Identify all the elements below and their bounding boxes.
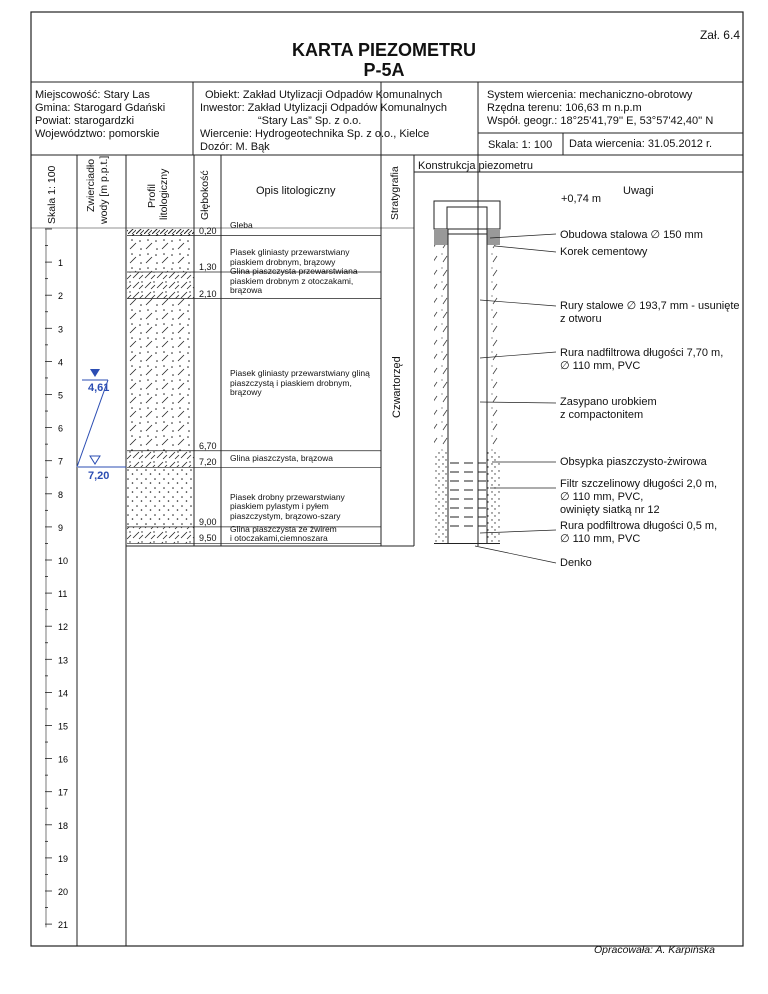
- construction-remark-line: Filtr szczelinowy długości 2,0 m,: [560, 478, 718, 490]
- depth-tick-label: 12: [58, 622, 69, 633]
- stratigraphy-column-header: Stratygrafia: [389, 166, 401, 220]
- page-title: KARTA PIEZOMETRU: [292, 40, 476, 60]
- drilling-system: System wiercenia: mechaniczno-obrotowy: [487, 89, 693, 101]
- depth-tick-label: 4: [58, 357, 64, 368]
- layer-description-line: piaskiem pylastym i pyłem: [230, 501, 329, 512]
- construction-remark-line: Rura nadfiltrowa długości 7,70 m,: [560, 347, 724, 359]
- layer-description-line: piaskiem drobnym z otoczakami,: [230, 275, 354, 286]
- construction-remark-line: Obudowa stalowa ∅ 150 mm: [560, 229, 703, 241]
- location-voivodeship: Województwo: pomorskie: [35, 128, 160, 140]
- depth-tick-label: 11: [58, 589, 68, 600]
- layer-description-line: Piasek gliniasty przewarstwiany: [230, 247, 350, 258]
- construction-remark-line: owinięty siatką nr 12: [560, 504, 660, 516]
- layer-depth-label: 7,20: [199, 457, 217, 468]
- profile-column-header-1: Profil: [146, 184, 158, 208]
- object-name: Obiekt: Zakład Utylizacji Odpadów Komunalnych: [205, 89, 443, 101]
- drilling-company: Wiercenie: Hydrogeotechnika Sp. z o.o., Kielce: [200, 128, 430, 140]
- layer-description-line: piaszczystym, brązowo-szary: [230, 510, 341, 521]
- drilling-date: Data wiercenia: 31.05.2012 r.: [569, 138, 713, 150]
- layer-depth-label: 0,20: [199, 225, 217, 236]
- layer-description-line: Piasek gliniasty przewarstwiany gliną: [230, 368, 370, 379]
- depth-tick-label: 7: [58, 456, 64, 467]
- layer-description-line: brązowa: [230, 285, 263, 296]
- layer-depth-label: 9,50: [199, 533, 217, 544]
- profile-column-header-2: litologiczny: [158, 168, 170, 220]
- construction-remark-line: z compactonitem: [560, 409, 644, 421]
- depth-tick-label: 9: [58, 522, 64, 533]
- layer-description-line: piaskiem drobnym, brązowy: [230, 256, 336, 267]
- location-commune: Gmina: Starogard Gdański: [35, 102, 166, 114]
- depth-tick-label: 19: [58, 853, 69, 864]
- layer-description-line: Glina piaszczysta przewarstwiana: [230, 266, 358, 277]
- piezometer-construction: [434, 201, 500, 543]
- construction-remark-line: Denko: [560, 557, 592, 569]
- stratigraphy-label: Czwartorzęd: [391, 356, 403, 418]
- layer-description-line: Gleba: [230, 219, 253, 230]
- layer-depth-label: 1,30: [199, 262, 217, 273]
- water-column-header-1: Zwierciadło: [85, 158, 97, 212]
- lithology-layer: [127, 272, 194, 298]
- water-column-header-2: wody [m p.p.t.]: [98, 155, 110, 224]
- first-water-marker: [82, 369, 108, 380]
- depth-tick-label: 21: [58, 920, 69, 931]
- layer-description-line: piaszczystą i piaskiem drobnym,: [230, 377, 352, 388]
- casing-top-elevation: +0,74 m: [561, 193, 602, 205]
- depth-tick-label: 8: [58, 489, 64, 500]
- construction-remark-line: ∅ 110 mm, PVC,: [560, 491, 644, 503]
- depth-scale: [45, 229, 68, 930]
- layer-depth-label: 6,70: [199, 440, 217, 451]
- lithology-layer: [127, 451, 194, 468]
- layer-description-line: Piasek drobny przewarstwiany: [230, 491, 345, 502]
- lithology-layer: [127, 229, 194, 236]
- location-county: Powiat: starogardzki: [35, 115, 135, 127]
- depth-tick-label: 2: [58, 291, 64, 302]
- construction-column-header: Konstrukcja piezometru: [418, 160, 533, 172]
- depth-tick-label: 3: [58, 324, 64, 335]
- layer-description-line: i otoczakami,ciemnoszara: [230, 533, 328, 544]
- investor-name: Inwestor: Zakład Utylizacji Odpadów Komunalnych: [200, 102, 448, 114]
- depth-tick-label: 5: [58, 390, 64, 401]
- depth-tick-label: 18: [58, 820, 69, 831]
- construction-remark-line: Rura podfiltrowa długości 0,5 m,: [560, 520, 718, 532]
- depth-tick-label: 1: [58, 258, 64, 269]
- lithology-layer: [127, 299, 194, 451]
- construction-remark-line: Zasypano urobkiem: [560, 396, 657, 408]
- remark-leader-line: [495, 246, 556, 252]
- construction-remark-line: z otworu: [560, 313, 602, 325]
- lithology-layer: [127, 467, 194, 527]
- scale-column-header: Skala 1: 100: [46, 165, 58, 224]
- first-water-level: 4,61: [88, 382, 110, 394]
- geo-coordinates: Współ. geogr.: 18°25'41,79'' E, 53°57'42,40'' N: [487, 115, 714, 127]
- layer-description-line: brązowy: [230, 387, 262, 398]
- description-column-header: Opis litologiczny: [256, 185, 336, 197]
- scale-label: Skala: 1: 100: [488, 139, 553, 151]
- remark-leader-line: [475, 546, 556, 563]
- annex-label: Zał. 6.4: [699, 28, 740, 42]
- depth-tick-label: 10: [58, 556, 69, 566]
- lithology-layer: [127, 236, 194, 272]
- investor-name-cont: “Stary Las” Sp. z o.o.: [258, 115, 362, 127]
- layer-depth-label: 9,00: [199, 516, 217, 527]
- construction-remark-line: Obsypka piaszczysto-żwirowa: [560, 456, 707, 468]
- depth-tick-label: 13: [58, 655, 69, 666]
- layer-depth-label: 2,10: [199, 288, 217, 299]
- construction-remark-line: Korek cementowy: [560, 246, 648, 258]
- remarks-column-header: Uwagi: [623, 185, 654, 197]
- depth-tick-label: 15: [58, 721, 69, 732]
- layer-description-line: Glina piaszczysta ze żwirem: [230, 523, 337, 534]
- construction-remark-line: ∅ 110 mm, PVC: [560, 360, 641, 372]
- piezometer-id: P-5A: [363, 60, 405, 80]
- depth-tick-label: 6: [58, 423, 64, 434]
- depth-tick-label: 16: [58, 754, 69, 765]
- lithology-layer: [127, 527, 194, 544]
- depth-tick-label: 14: [58, 688, 69, 699]
- construction-remark-line: Rury stalowe ∅ 193,7 mm - usunięte: [560, 300, 740, 312]
- construction-remark-line: ∅ 110 mm, PVC: [560, 533, 641, 545]
- layer-description-line: Glina piaszczysta, brązowa: [230, 453, 333, 464]
- supervision: Dozór: M. Bąk: [200, 141, 270, 153]
- ground-elevation: Rzędna terenu: 106,63 m n.p.m: [487, 102, 642, 114]
- depth-tick-label: 20: [58, 887, 69, 897]
- stabilized-water-level: 7,20: [88, 470, 110, 482]
- depth-column-header: Głębokość: [199, 170, 211, 220]
- author-credit: Opracowała: A. Karpińska: [594, 944, 716, 956]
- depth-tick-label: 17: [58, 787, 69, 798]
- location-town: Miejscowość: Stary Las: [35, 89, 150, 101]
